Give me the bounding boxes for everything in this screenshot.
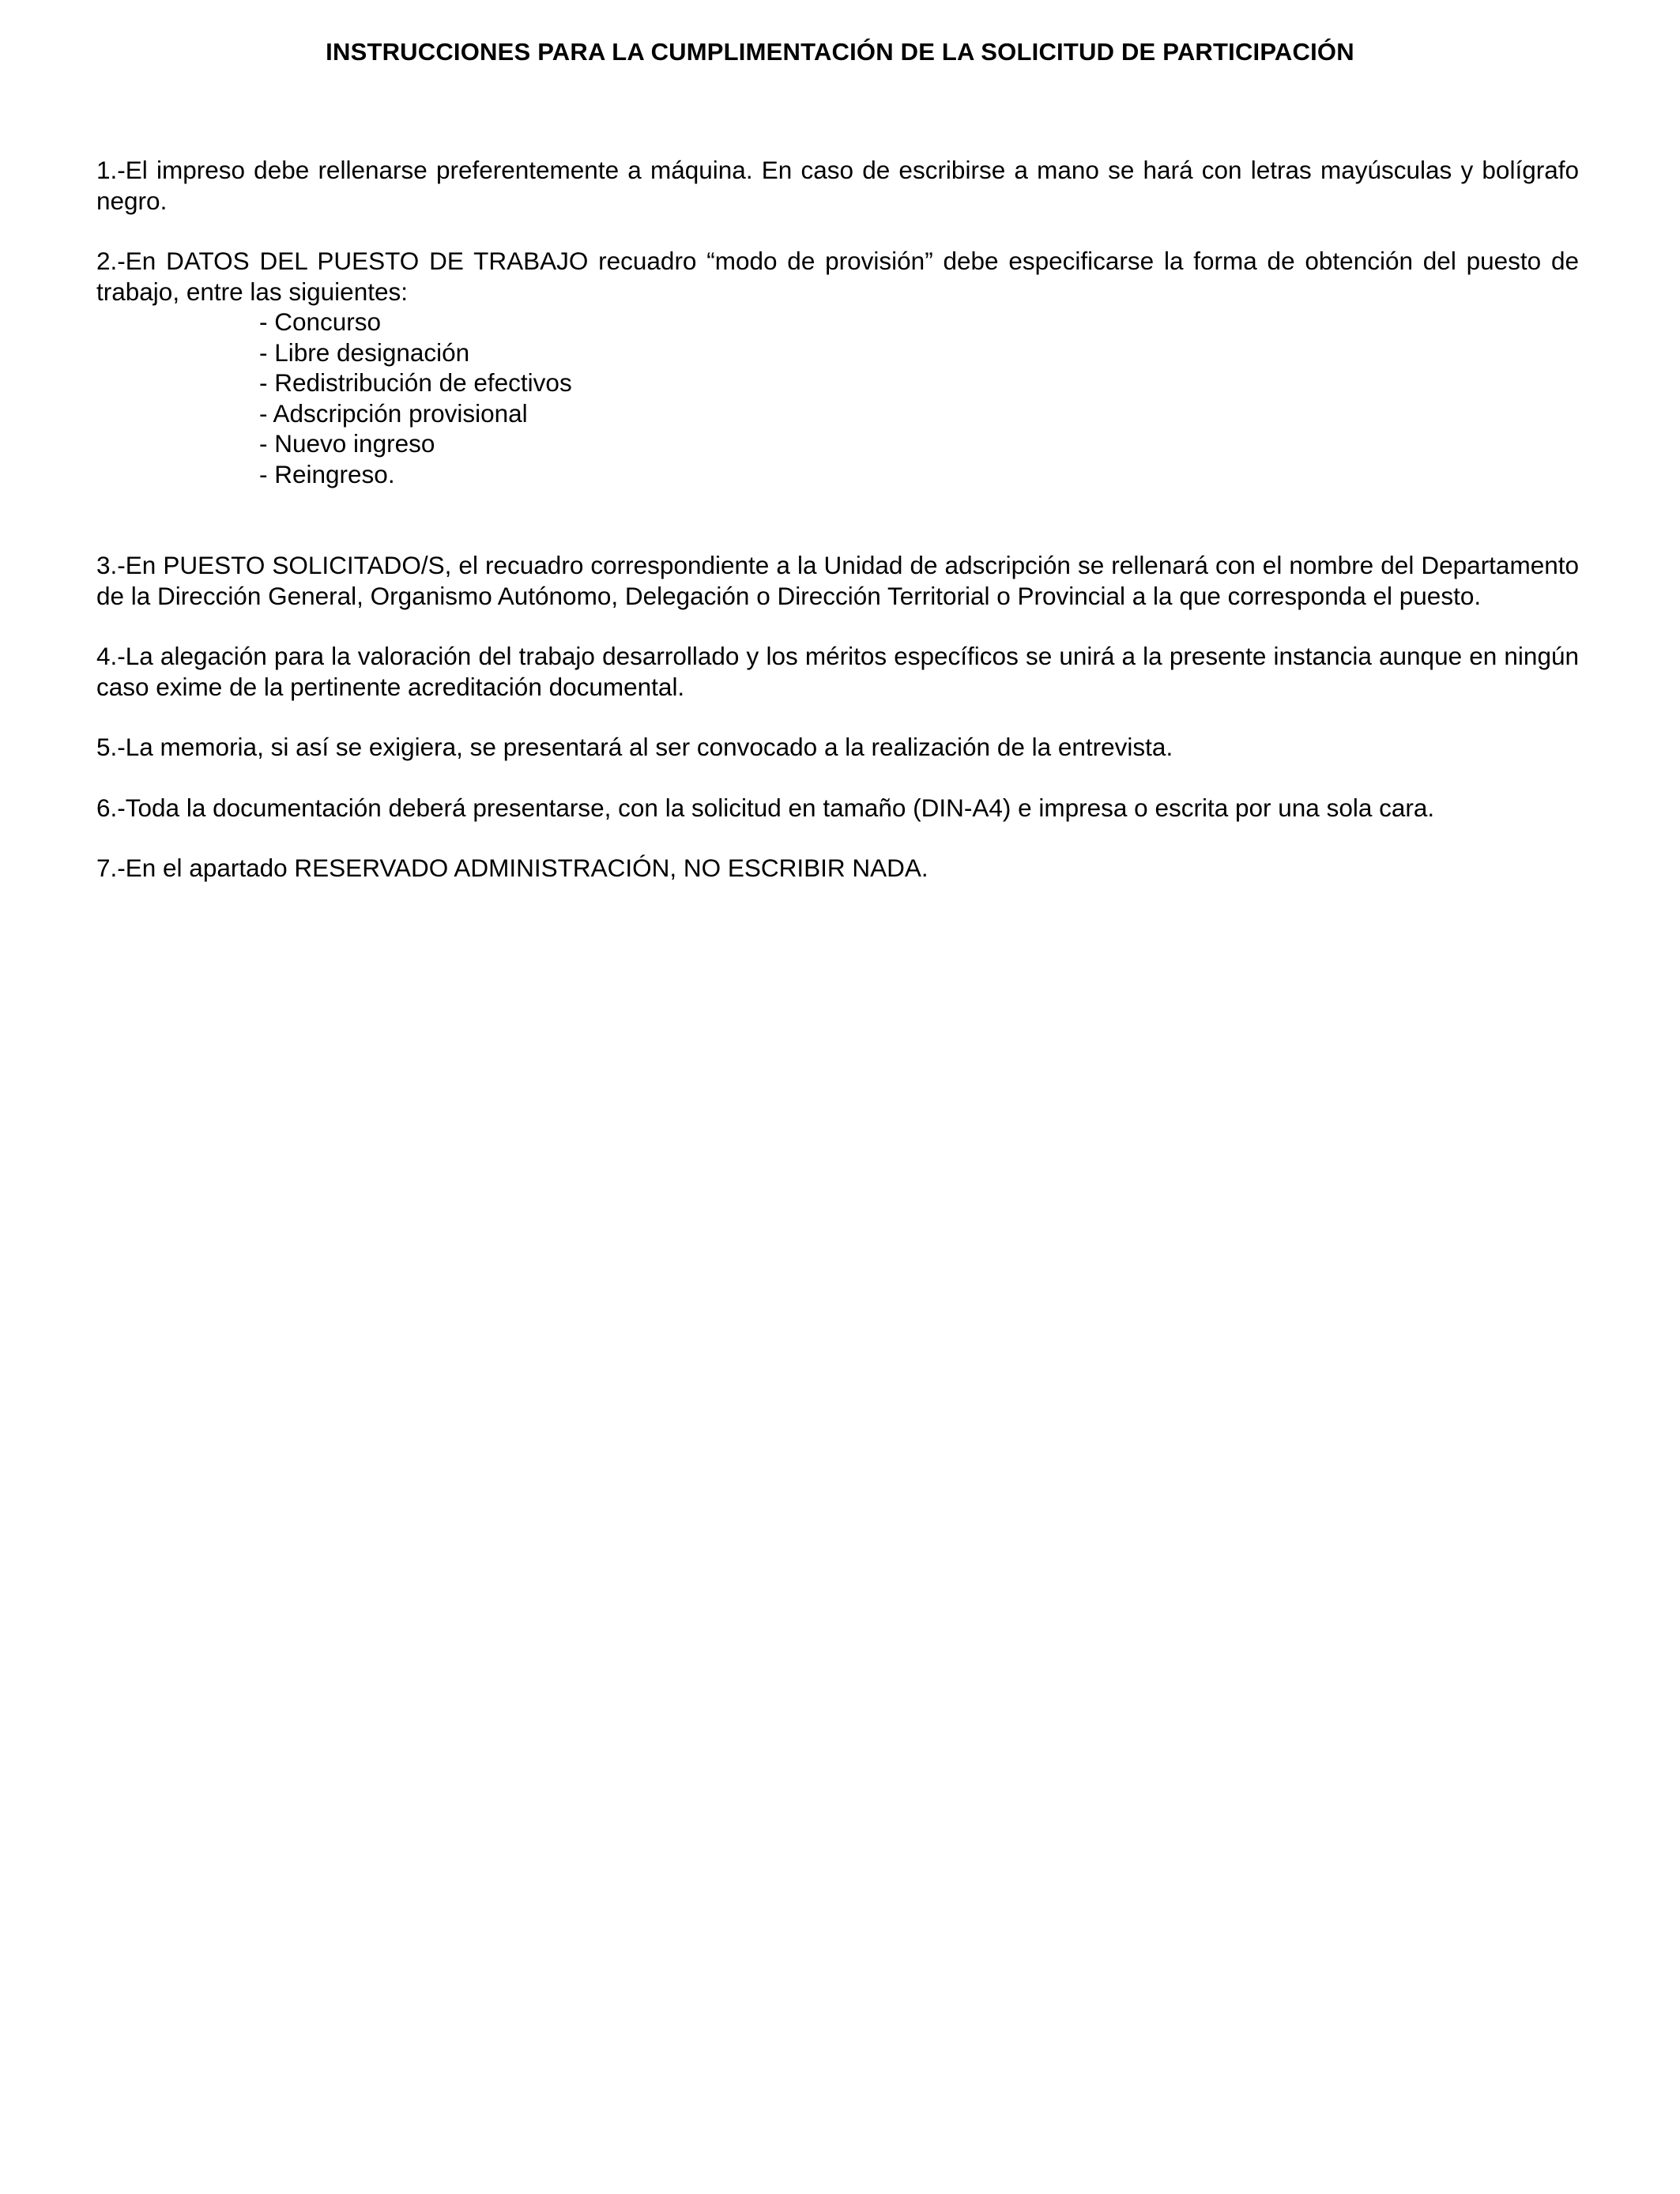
- instruction-2: 2.-En DATOS DEL PUESTO DE TRABAJO recuadro “modo de provisión” debe especificarse la forma de obtención del puesto de trabajo, entre las siguientes:: [96, 247, 1579, 306]
- list-item: - Libre designación: [259, 337, 470, 367]
- instruction-7: 7.-En el apartado RESERVADO ADMINISTRACIÓN, NO ESCRIBIR NADA.: [96, 854, 929, 882]
- list-item: - Nuevo ingreso: [259, 429, 435, 458]
- instruction-4: 4.-La alegación para la valoración del trabajo desarrollado y los méritos específicos se unirá a la presente instancia aunque en ningún caso exime de la pertinente acreditación documental.: [96, 642, 1579, 701]
- instruction-1: 1.-El impreso debe rellenarse preferentemente a máquina. En caso de escribirse a mano se hará con letras mayúsculas y bolígrafo negro.: [96, 156, 1579, 215]
- list-item: - Reingreso.: [259, 459, 395, 488]
- instructions-body: [96, 155, 1579, 884]
- instruction-6: 6.-Toda la documentación deberá presentarse, con la solicitud en tamaño (DIN-A4) e impresa o escrita por una sola cara.: [96, 793, 1435, 822]
- instruction-5: 5.-La memoria, si así se exigiera, se presentará al ser convocado a la realización de la entrevista.: [96, 733, 1173, 761]
- list-item: - Adscripción provisional: [259, 398, 528, 428]
- list-item: - Redistribución de efectivos: [259, 368, 572, 397]
- page-title: INSTRUCCIONES PARA LA CUMPLIMENTACIÓN DE LA SOLICITUD DE PARTICIPACIÓN: [326, 38, 1354, 66]
- list-item: - Concurso: [259, 307, 382, 336]
- provision-modes-list: [96, 307, 1579, 489]
- instruction-3: 3.-En PUESTO SOLICITADO/S, el recuadro correspondiente a la Unidad de adscripción se rellenará con el nombre del Departamento de la Dirección General, Organismo Autónomo, Delegación o Dirección Territorial o Provincial a la que corresponda el puesto.: [96, 551, 1579, 610]
